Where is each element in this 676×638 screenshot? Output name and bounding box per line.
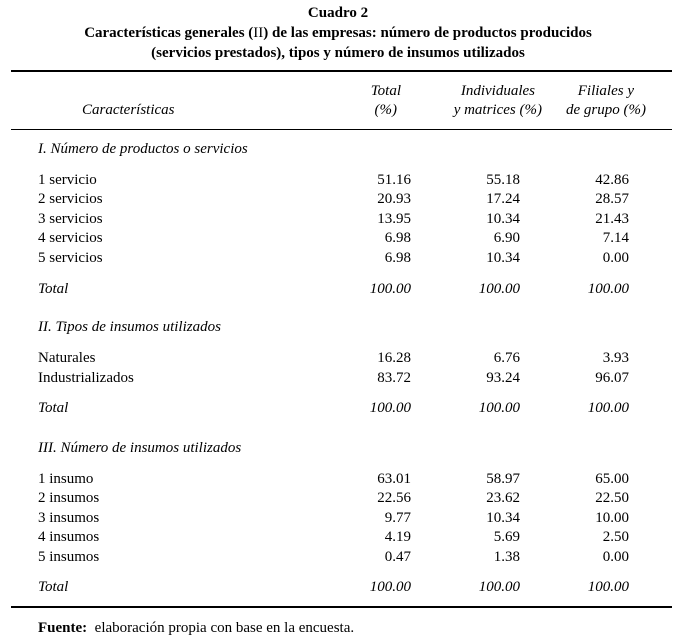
total-row-individual: 100.00: [478, 281, 520, 297]
title-line-1-start: Características generales (: [84, 25, 254, 41]
cell-individual: 6.90: [493, 230, 520, 246]
cell-subsidiary: 0.00: [602, 549, 629, 565]
total-row-label: Total: [38, 400, 69, 416]
total-row-total: 100.00: [369, 579, 411, 595]
total-row-subsidiary: 100.00: [587, 579, 629, 595]
source-note: [38, 619, 354, 638]
row-label: Industrializados: [38, 370, 134, 386]
row-label: 4 servicios: [38, 230, 103, 246]
cell-subsidiary: 2.50: [602, 529, 629, 545]
title-line-1-end: ) de las empresas: número de productos producidos: [263, 25, 592, 41]
row-label: 5 insumos: [38, 549, 100, 565]
header-characteristics: Características: [82, 102, 175, 118]
cell-total: 16.28: [377, 350, 411, 366]
cell-subsidiary: 7.14: [602, 230, 629, 246]
total-row-total: 100.00: [369, 281, 411, 297]
total-row-individual: 100.00: [478, 400, 520, 416]
cell-individual: 55.18: [486, 172, 520, 188]
cell-subsidiary: 0.00: [602, 250, 629, 266]
row-label: 4 insumos: [38, 529, 100, 545]
cell-individual: 17.24: [486, 191, 520, 207]
cell-total: 6.98: [384, 250, 411, 266]
source-label: Fuente:: [38, 620, 88, 636]
total-row-total: 100.00: [369, 400, 411, 416]
row-label: 3 servicios: [38, 211, 103, 227]
row-label: 2 servicios: [38, 191, 103, 207]
top-rule: [11, 70, 672, 72]
cell-individual: 58.97: [486, 471, 520, 487]
cell-total: 0.47: [384, 549, 411, 565]
cell-individual: 6.76: [493, 350, 520, 366]
cell-subsidiary: 96.07: [595, 370, 629, 386]
cell-total: 6.98: [384, 230, 411, 246]
cell-individual: 93.24: [486, 370, 520, 386]
header-total-line-1: Total: [370, 83, 401, 99]
row-label: Naturales: [38, 350, 96, 366]
cell-subsidiary: 21.43: [595, 211, 629, 227]
cell-total: 63.01: [377, 471, 411, 487]
section-title: III. Número de insumos utilizados: [38, 440, 242, 456]
cell-subsidiary: 10.00: [595, 510, 629, 526]
cell-subsidiary: 42.86: [595, 172, 629, 188]
cell-individual: 10.34: [486, 211, 520, 227]
cell-individual: 10.34: [486, 250, 520, 266]
row-label: 1 insumo: [38, 471, 94, 487]
header-individual-line-1: Individuales: [460, 83, 535, 99]
header-individual-line-2: y matrices (%): [453, 102, 542, 118]
cell-total: 51.16: [377, 172, 411, 188]
header-subsidiary-line-1: Filiales y: [577, 83, 634, 99]
row-label: 5 servicios: [38, 250, 103, 266]
header-subsidiary-line-2: de grupo (%): [566, 102, 646, 118]
cell-total: 20.93: [377, 191, 411, 207]
cell-subsidiary: 65.00: [595, 471, 629, 487]
table-title-line-1: [0, 24, 676, 43]
cell-total: 22.56: [377, 490, 411, 506]
total-row-label: Total: [38, 281, 69, 297]
total-row-subsidiary: 100.00: [587, 281, 629, 297]
title-roman-numeral: II: [253, 25, 264, 41]
total-row-label: Total: [38, 579, 69, 595]
cell-subsidiary: 22.50: [595, 490, 629, 506]
section-title: I. Número de productos o servicios: [38, 141, 248, 157]
cell-individual: 1.38: [493, 549, 520, 565]
header-total-line-2: (%): [374, 102, 397, 118]
total-row-individual: 100.00: [478, 579, 520, 595]
row-label: 3 insumos: [38, 510, 100, 526]
table-number: Cuadro 2: [307, 5, 369, 21]
row-label: 2 insumos: [38, 490, 100, 506]
source-text: elaboración propia con base en la encuesta.: [94, 620, 355, 636]
row-label: 1 servicio: [38, 172, 97, 188]
cell-individual: 5.69: [493, 529, 520, 545]
cell-total: 13.95: [377, 211, 411, 227]
cell-subsidiary: 28.57: [595, 191, 629, 207]
cell-individual: 23.62: [486, 490, 520, 506]
table-title-line-2: (servicios prestados), tipos y número de insumos utilizados: [151, 45, 525, 61]
header-rule: [11, 129, 672, 130]
cell-subsidiary: 3.93: [602, 350, 629, 366]
section-title: II. Tipos de insumos utilizados: [38, 319, 221, 335]
cell-individual: 10.34: [486, 510, 520, 526]
bottom-rule: [11, 606, 672, 608]
cell-total: 9.77: [384, 510, 411, 526]
cell-total: 4.19: [384, 529, 411, 545]
cell-total: 83.72: [377, 370, 411, 386]
total-row-subsidiary: 100.00: [587, 400, 629, 416]
